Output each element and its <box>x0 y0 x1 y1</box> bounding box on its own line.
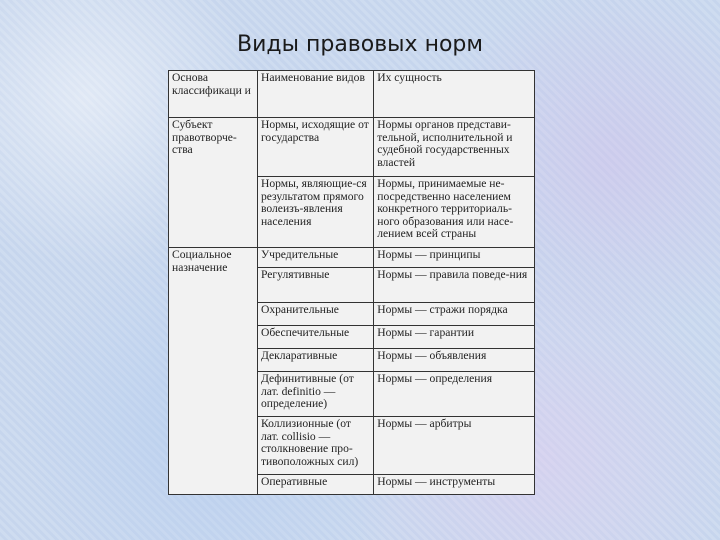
header-basis: Основа классификаци и <box>169 71 258 118</box>
row-name: Нормы, исходящие от государства <box>257 118 373 177</box>
header-name: Наименование видов <box>257 71 373 118</box>
row-essence: Нормы — правила поведе-ния <box>374 268 535 303</box>
row-name: Регулятивные <box>257 268 373 303</box>
table-row <box>169 248 535 268</box>
group-social: Социальное назначение <box>169 248 258 495</box>
row-essence: Нормы — арбитры <box>374 417 535 475</box>
row-essence: Нормы органов представи-тельной, исполнительной и судебной государственных властей <box>374 118 535 177</box>
row-name: Охранительные <box>257 303 373 326</box>
row-essence: Нормы — стражи порядка <box>374 303 535 326</box>
row-essence: Нормы — гарантии <box>374 326 535 349</box>
row-essence: Нормы — объявления <box>374 349 535 372</box>
header-essence: Их сущность <box>374 71 535 118</box>
row-essence: Нормы — определения <box>374 372 535 417</box>
table-header-row <box>169 71 535 118</box>
group-subject: Субъект правотворче-ства <box>169 118 258 248</box>
table-row <box>169 118 535 177</box>
row-name: Коллизионные (от лат. collisio — столкновение про-тивоположных сил) <box>257 417 373 475</box>
row-essence: Нормы, принимаемые не-посредственно населением конкретного территориаль-ного образования или насе-лением всей страны <box>374 177 535 248</box>
row-name: Учредительные <box>257 248 373 268</box>
row-name: Нормы, являющие-ся результатом прямого волеизъ-явления населения <box>257 177 373 248</box>
row-essence: Нормы — принципы <box>374 248 535 268</box>
row-name: Оперативные <box>257 475 373 495</box>
row-name: Декларативные <box>257 349 373 372</box>
row-name: Обеспечительные <box>257 326 373 349</box>
norms-table <box>168 70 535 495</box>
slide-title: Виды правовых норм <box>237 32 483 57</box>
row-essence: Нормы — инструменты <box>374 475 535 495</box>
row-name: Дефинитивные (от лат. definitio — определение) <box>257 372 373 417</box>
